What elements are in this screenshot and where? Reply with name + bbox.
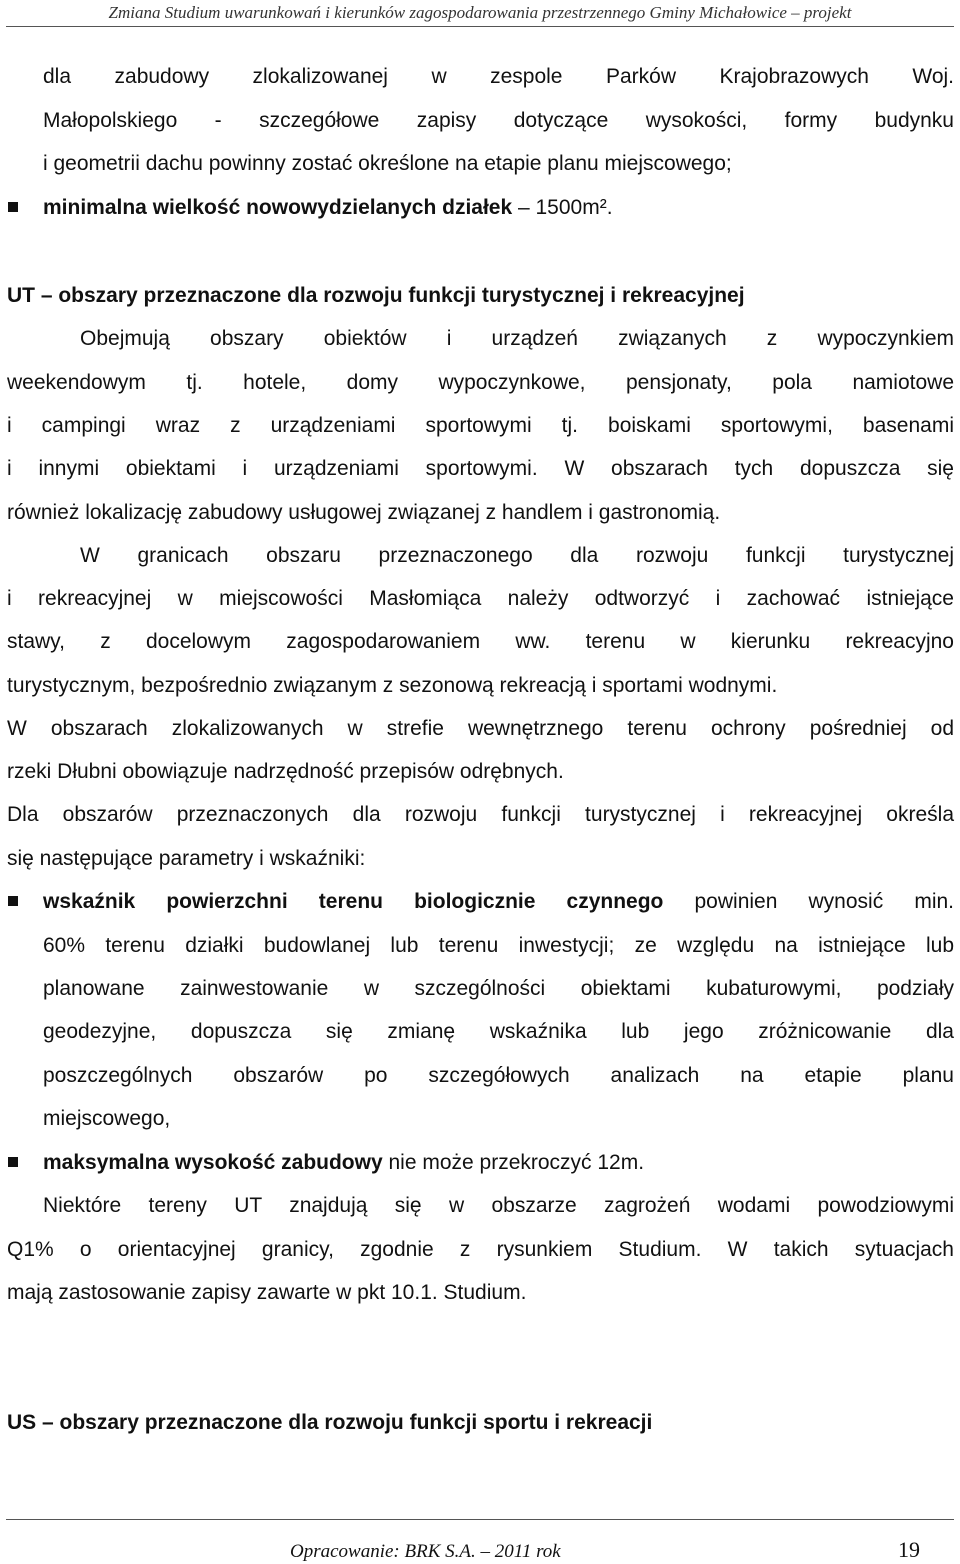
text-line: geodezyjne, dopuszcza się zmianę wskaźnika lub jego zróżnicowanie dla — [43, 1020, 954, 1043]
text-line: W granicach obszaru przeznaczonego dla rozwoju funkcji turystycznej — [80, 544, 954, 567]
text-line: i rekreacyjnej w miejscowości Masłomiąca należy odtworzyć i zachować istniejące — [7, 587, 954, 610]
text-line: Niektóre tereny UT znajdują się w obszarze zagrożeń wodami powodziowymi — [43, 1194, 954, 1217]
bullet-rest: – 1500m². — [512, 196, 613, 219]
text-line: turystycznym, bezpośrednio związanym z sezonową rekreacją i sportami wodnymi. — [7, 674, 778, 697]
text-line: Q1% o orientacyjnej granicy, zgodnie z rysunkiem Studium. W takich sytuacjach — [7, 1238, 954, 1261]
bullet-item — [43, 889, 954, 915]
section-heading-ut: UT – obszary przeznaczone dla rozwoju funkcji turystycznej i rekreacyjnej — [7, 284, 745, 307]
text-line: Dla obszarów przeznaczonych dla rozwoju funkcji turystycznej i rekreacyjnej określa — [7, 803, 954, 826]
bullet-bold: minimalna wielkość nowowydzielanych działek — [43, 196, 513, 219]
section-heading-us: US – obszary przeznaczone dla rozwoju funkcji sportu i rekreacji — [7, 1411, 653, 1434]
footer-credit: Opracowanie: BRK S.A. – 2011 rok — [290, 1541, 561, 1562]
text-line: i campingi wraz z urządzeniami sportowymi tj. boiskami sportowymi, basenami — [7, 414, 954, 437]
bullet-bold: wskaźnik powierzchni terenu biologicznie czynnego — [43, 890, 664, 913]
text-line: Obejmują obszary obiektów i urządzeń związanych z wypoczynkiem — [80, 327, 954, 350]
text-line: weekendowym tj. hotele, domy wypoczynkowe, pensjonaty, pola namiotowe — [7, 371, 954, 394]
header-title: Zmiana Studium uwarunkowań i kierunków zagospodarowania przestrzennego Gminy Michałowice – projekt — [108, 3, 852, 22]
text-line: Małopolskiego - szczegółowe zapisy dotyczące wysokości, formy budynku — [43, 109, 954, 132]
text-line: dla zabudowy zlokalizowanej w zespole Parków Krajobrazowych Woj. — [43, 65, 954, 88]
bullet-marker — [8, 1157, 18, 1167]
text-line: i geometrii dachu powinny zostać określone na etapie planu miejscowego; — [43, 152, 732, 175]
bullet-bold: maksymalna wysokość zabudowy — [43, 1151, 383, 1174]
text-line: i innymi obiektami i urządzeniami sportowymi. W obszarach tych dopuszcza się — [7, 457, 954, 480]
text-line: również lokalizację zabudowy usługowej związanej z handlem i gastronomią. — [7, 501, 721, 524]
text-line: miejscowego, — [43, 1107, 171, 1130]
bullet-item — [43, 1150, 644, 1176]
page-number: 19 — [898, 1537, 920, 1562]
bullet-marker — [8, 896, 18, 906]
bullet-marker — [8, 202, 18, 212]
bullet-item — [43, 195, 613, 221]
footer-rule — [6, 1519, 954, 1520]
text-line: mają zastosowanie zapisy zawarte w pkt 10.1. Studium. — [7, 1281, 527, 1304]
text-line: planowane zainwestowanie w szczególności obiektami kubaturowymi, podziały — [43, 977, 954, 1000]
text-line: 60% terenu działki budowlanej lub terenu inwestycji; ze względu na istniejące lub — [43, 934, 954, 957]
text-line: stawy, z docelowym zagospodarowaniem ww. terenu w kierunku rekreacyjno — [7, 630, 954, 653]
bullet-rest: nie może przekroczyć 12m. — [382, 1151, 645, 1174]
text-line: rzeki Dłubni obowiązuje nadrzędność przepisów odrębnych. — [7, 760, 564, 783]
text-line: poszczególnych obszarów po szczegółowych analizach na etapie planu — [43, 1064, 954, 1087]
bullet-rest: powinien wynosić min. — [663, 890, 954, 913]
header-rule — [6, 26, 954, 27]
text-line: się następujące parametry i wskaźniki: — [7, 847, 366, 870]
text-line: W obszarach zlokalizowanych w strefie wewnętrznego terenu ochrony pośredniej od — [7, 717, 954, 740]
page-header — [0, 0, 960, 24]
